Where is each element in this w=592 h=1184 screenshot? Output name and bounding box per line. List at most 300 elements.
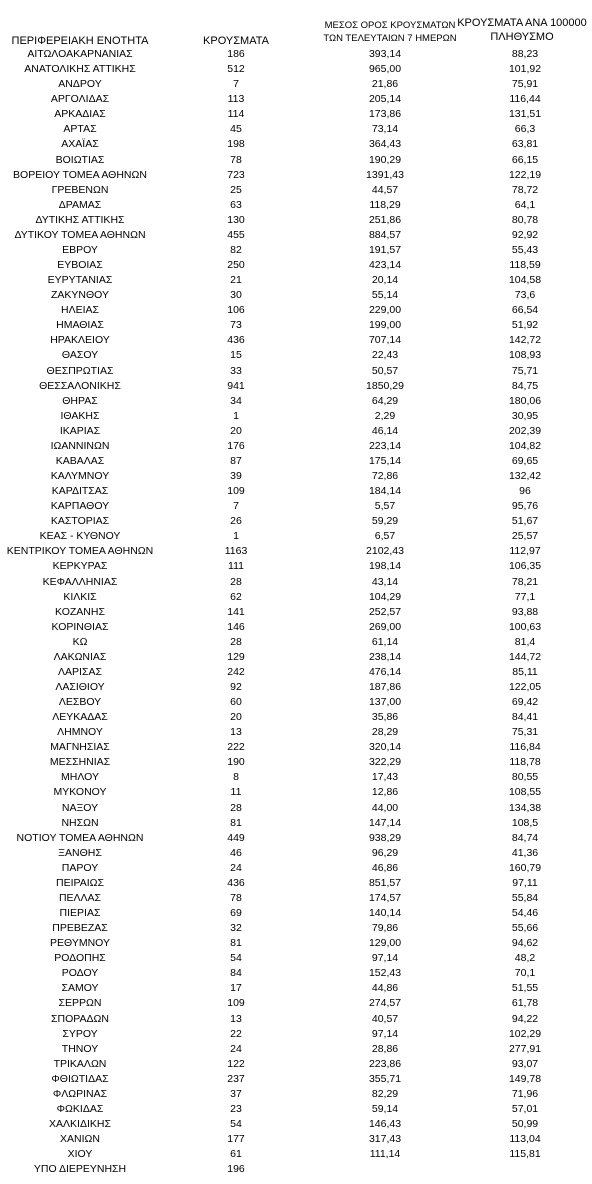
avg7-cell: 46,14 xyxy=(371,424,399,437)
avg7-cell: 252,57 xyxy=(368,605,402,618)
table-row xyxy=(0,529,592,544)
table-row xyxy=(0,1072,592,1087)
table-row xyxy=(0,770,592,785)
per100k-cell: 104,82 xyxy=(508,439,542,452)
per100k-cell: 25,57 xyxy=(511,530,539,543)
per100k-cell: 54,46 xyxy=(511,907,539,919)
table-row xyxy=(0,1132,592,1147)
table-row xyxy=(0,379,592,394)
cases-cell: 34 xyxy=(230,394,242,407)
table-row xyxy=(0,680,592,695)
avg7-cell: 59,14 xyxy=(371,1102,399,1115)
table-row xyxy=(0,785,592,800)
avg7-cell: 187,86 xyxy=(368,680,402,693)
table-row xyxy=(0,514,592,529)
region-cell: ΚΑΒΑΛΑΣ xyxy=(55,454,105,467)
avg7-cell: 190,29 xyxy=(368,153,402,166)
avg7-cell: 223,86 xyxy=(368,1057,402,1070)
per100k-cell: 118,59 xyxy=(509,259,541,271)
table-row xyxy=(0,620,592,635)
cases-cell: 22 xyxy=(230,1027,242,1040)
avg7-cell: 269,00 xyxy=(368,620,402,633)
region-cell: ΙΩΑΝΝΙΝΩΝ xyxy=(50,439,110,452)
cases-cell: 23 xyxy=(230,1102,242,1115)
region-cell: ΘΕΣΠΡΩΤΙΑΣ xyxy=(46,364,114,377)
per100k-cell: 94,22 xyxy=(511,1012,539,1025)
table-row xyxy=(0,861,592,876)
per100k-cell: 142,72 xyxy=(508,334,542,347)
avg7-cell: 423,14 xyxy=(368,259,402,271)
table-row xyxy=(0,318,592,333)
table-row xyxy=(0,695,592,710)
cases-cell: 73 xyxy=(230,319,242,332)
table-row xyxy=(0,816,592,831)
avg7-cell: 174,57 xyxy=(368,891,402,904)
region-cell: ΒΟΡΕΙΟΥ ΤΟΜΕΑ ΑΘΗΝΩΝ xyxy=(13,168,147,181)
per100k-cell: 112,97 xyxy=(509,545,541,558)
per100k-cell: 75,91 xyxy=(511,78,539,91)
table-row xyxy=(0,755,592,770)
cases-cell: 106 xyxy=(227,304,245,317)
region-cell: ΠΡΕΒΕΖΑΣ xyxy=(52,922,108,935)
region-cell: ΡΟΔΟΥ xyxy=(61,967,99,980)
region-cell: ΚΙΛΚΙΣ xyxy=(63,590,97,603)
table-row xyxy=(0,906,592,921)
cases-cell: 1 xyxy=(233,530,239,543)
table-row xyxy=(0,1102,592,1117)
region-cell: ΑΝΑΤΟΛΙΚΗΣ ΑΤΤΙΚΗΣ xyxy=(24,63,136,76)
table-row xyxy=(0,801,592,816)
table-row xyxy=(0,891,592,906)
table-row xyxy=(0,936,592,951)
cases-cell: 69 xyxy=(230,907,242,919)
avg7-cell: 137,00 xyxy=(368,696,402,708)
per100k-cell: 55,66 xyxy=(511,922,539,935)
region-cell: ΗΜΑΘΙΑΣ xyxy=(56,319,104,332)
table-row xyxy=(0,303,592,318)
avg7-cell: 476,14 xyxy=(368,665,402,678)
region-cell: ΜΥΚΟΝΟΥ xyxy=(53,786,107,799)
avg7-cell: 22,43 xyxy=(371,349,399,362)
cases-cell: 62 xyxy=(230,590,242,603)
table-row xyxy=(0,228,592,243)
table-row xyxy=(0,1027,592,1042)
per100k-cell: 85,11 xyxy=(512,665,538,678)
avg7-cell: 251,86 xyxy=(368,213,402,226)
region-cell: ΛΕΥΚΑΔΑΣ xyxy=(52,711,108,724)
cases-cell: 242 xyxy=(227,665,245,678)
region-cell: ΑΡΤΑΣ xyxy=(63,123,97,136)
per100k-cell: 30,95 xyxy=(511,409,539,422)
avg7-cell: 199,00 xyxy=(368,319,402,332)
cases-cell: 78 xyxy=(230,153,242,166)
avg7-cell: 17,43 xyxy=(371,771,399,784)
per100k-cell: 134,38 xyxy=(508,801,542,814)
region-cell: ΡΟΔΟΠΗΣ xyxy=(54,952,106,965)
avg7-cell: 173,86 xyxy=(368,108,402,121)
table-row xyxy=(0,424,592,439)
avg7-cell: 322,29 xyxy=(368,756,402,769)
cases-cell: 81 xyxy=(230,937,242,950)
table-row xyxy=(0,740,592,755)
avg7-cell: 184,14 xyxy=(368,485,402,497)
region-cell: ΧΑΛΚΙΔΙΚΗΣ xyxy=(49,1118,111,1130)
avg7-cell: 223,14 xyxy=(368,439,402,452)
table-row xyxy=(0,665,592,680)
table-row xyxy=(0,1147,592,1162)
region-cell: ΚΑΛΥΜΝΟΥ xyxy=(50,470,110,482)
avg7-cell: 146,43 xyxy=(368,1118,402,1130)
per100k-cell: 108,5 xyxy=(511,816,539,829)
table-row xyxy=(0,198,592,213)
table-row xyxy=(0,47,592,62)
region-cell: ΞΑΝΘΗΣ xyxy=(58,846,102,859)
avg7-cell: 1391,43 xyxy=(366,168,404,181)
table-row xyxy=(0,590,592,605)
region-cell: ΚΩ xyxy=(72,635,88,648)
header-cases: ΚΡΟΥΣΜΑΤΑ xyxy=(203,35,269,47)
cases-cell: 198 xyxy=(227,138,245,151)
region-cell: ΡΕΘΥΜΝΟΥ xyxy=(49,937,110,950)
table-row xyxy=(0,469,592,484)
avg7-cell: 79,86 xyxy=(371,922,399,935)
table-row xyxy=(0,213,592,228)
avg7-cell: 147,14 xyxy=(368,816,402,829)
region-cell: ΦΩΚΙΔΑΣ xyxy=(56,1102,104,1115)
avg7-cell: 40,57 xyxy=(371,1012,399,1025)
per100k-cell: 122,19 xyxy=(508,168,542,181)
avg7-cell: 111,14 xyxy=(369,1148,401,1161)
region-cell: ΚΑΡΔΙΤΣΑΣ xyxy=(51,485,109,497)
cases-cell: 122 xyxy=(227,1057,245,1070)
region-cell: ΕΥΡΥΤΑΝΙΑΣ xyxy=(47,274,113,287)
avg7-cell: 393,14 xyxy=(368,48,402,60)
table-row xyxy=(0,846,592,861)
per100k-cell: 106,35 xyxy=(508,560,542,573)
avg7-cell: 938,29 xyxy=(368,831,402,844)
avg7-cell: 851,57 xyxy=(368,876,402,889)
per100k-cell: 116,44 xyxy=(509,93,541,106)
avg7-cell: 104,29 xyxy=(368,590,402,603)
table-row xyxy=(0,364,592,379)
region-cell: ΠΙΕΡΙΑΣ xyxy=(59,907,101,919)
table-row xyxy=(0,710,592,725)
region-cell: ΚΟΡΙΝΘΙΑΣ xyxy=(51,620,109,633)
cases-cell: 61 xyxy=(230,1148,242,1161)
cases-cell: 84 xyxy=(230,967,242,980)
avg7-cell: 238,14 xyxy=(368,650,402,663)
region-cell: ΑΧΑΪΑΣ xyxy=(61,138,99,151)
per100k-cell: 50,99 xyxy=(511,1118,539,1130)
table-row xyxy=(0,981,592,996)
region-cell: ΔΥΤΙΚΗΣ ΑΤΤΙΚΗΣ xyxy=(35,213,125,226)
cases-cell: 13 xyxy=(230,726,242,739)
avg7-cell: 5,57 xyxy=(374,500,396,513)
region-cell: ΒΟΙΩΤΙΑΣ xyxy=(55,153,105,166)
region-cell: ΚΕΑΣ - ΚΥΘΝΟΥ xyxy=(39,530,121,543)
header-avg7-line1: ΜΕΣΟΣ ΟΡΟΣ ΚΡΟΥΣΜΑΤΩΝ xyxy=(324,20,456,31)
per100k-cell: 95,76 xyxy=(511,500,539,513)
region-cell: ΥΠΟ ΔΙΕΡΕΥΝΗΣΗ xyxy=(33,1163,127,1176)
region-cell: ΖΑΚΥΝΘΟΥ xyxy=(50,289,109,302)
table-row xyxy=(0,122,592,137)
avg7-cell: 152,43 xyxy=(368,967,402,980)
region-cell: ΘΕΣΣΑΛΟΝΙΚΗΣ xyxy=(39,379,121,392)
cases-cell: 109 xyxy=(227,997,245,1010)
cases-cell: 436 xyxy=(227,334,245,347)
per100k-cell: 92,92 xyxy=(511,228,539,241)
cases-cell: 24 xyxy=(230,1042,242,1055)
cases-cell: 15 xyxy=(230,349,242,362)
region-cell: ΙΘΑΚΗΣ xyxy=(60,409,100,422)
region-cell: ΠΑΡΟΥ xyxy=(61,861,99,874)
avg7-cell: 118,29 xyxy=(369,198,401,211)
table-row xyxy=(0,1087,592,1102)
avg7-cell: 317,43 xyxy=(368,1133,402,1145)
table-row xyxy=(0,1162,592,1177)
region-cell: ΗΛΕΙΑΣ xyxy=(60,304,99,317)
cases-cell: 8 xyxy=(233,771,239,784)
cases-cell: 63 xyxy=(230,198,242,211)
cases-cell: 28 xyxy=(230,635,242,648)
region-cell: ΕΥΒΟΙΑΣ xyxy=(57,259,103,271)
per100k-cell: 132,42 xyxy=(508,470,542,482)
cases-cell: 26 xyxy=(230,515,242,528)
region-cell: ΝΟΤΙΟΥ ΤΟΜΕΑ ΑΘΗΝΩΝ xyxy=(16,831,144,844)
cases-cell: 78 xyxy=(230,891,242,904)
region-cell: ΜΗΛΟΥ xyxy=(61,771,99,784)
region-cell: ΗΡΑΚΛΕΙΟΥ xyxy=(50,334,110,347)
avg7-cell: 20,14 xyxy=(371,274,399,287)
cases-cell: 24 xyxy=(230,861,242,874)
cases-cell: 28 xyxy=(230,575,242,588)
table-row xyxy=(0,454,592,469)
region-cell: ΤΡΙΚΑΛΩΝ xyxy=(53,1057,107,1070)
region-cell: ΑΝΔΡΟΥ xyxy=(58,78,102,91)
avg7-cell: 43,14 xyxy=(371,575,399,588)
region-cell: ΣΑΜΟΥ xyxy=(61,982,99,995)
per100k-cell: 180,06 xyxy=(508,394,542,407)
avg7-cell: 2,29 xyxy=(374,409,396,422)
avg7-cell: 6,57 xyxy=(374,530,396,543)
avg7-cell: 965,00 xyxy=(368,63,402,76)
cases-cell: 7 xyxy=(233,500,239,513)
per100k-cell: 78,72 xyxy=(511,183,539,196)
cases-cell: 81 xyxy=(230,816,242,829)
cases-cell: 250 xyxy=(227,259,245,271)
avg7-cell: 320,14 xyxy=(368,741,402,754)
per100k-cell: 55,84 xyxy=(511,891,539,904)
per100k-cell: 78,21 xyxy=(511,575,539,588)
avg7-cell: 96,29 xyxy=(371,846,399,859)
per100k-cell: 84,74 xyxy=(511,831,539,844)
per100k-cell: 102,29 xyxy=(508,1027,542,1040)
cases-cell: 20 xyxy=(230,424,242,437)
cases-cell: 28 xyxy=(230,801,242,814)
cases-cell: 146 xyxy=(227,620,245,633)
table-row xyxy=(0,544,592,559)
avg7-cell: 46,86 xyxy=(371,861,399,874)
avg7-cell: 28,29 xyxy=(371,726,399,739)
avg7-cell: 64,29 xyxy=(371,394,399,407)
region-cell: ΦΘΙΩΤΙΔΑΣ xyxy=(51,1072,109,1085)
table-row xyxy=(0,394,592,409)
avg7-cell: 12,86 xyxy=(371,786,399,799)
avg7-cell: 44,57 xyxy=(371,183,399,196)
avg7-cell: 35,86 xyxy=(371,711,399,724)
per100k-cell: 93,88 xyxy=(511,605,539,618)
cases-cell: 111 xyxy=(228,560,244,573)
per100k-cell: 80,55 xyxy=(511,771,539,784)
table-row xyxy=(0,258,592,273)
per100k-cell: 108,93 xyxy=(508,349,542,362)
per100k-cell: 149,78 xyxy=(508,1072,542,1085)
avg7-cell: 364,43 xyxy=(368,138,402,151)
region-cell: ΛΗΜΝΟΥ xyxy=(57,726,103,739)
table-row xyxy=(0,559,592,574)
per100k-cell: 277,91 xyxy=(508,1042,542,1055)
per100k-cell: 70,1 xyxy=(514,967,536,980)
per100k-cell: 81,4 xyxy=(514,635,536,648)
region-cell: ΚΕΝΤΡΙΚΟΥ ΤΟΜΕΑ ΑΘΗΝΩΝ xyxy=(6,545,154,558)
table-row xyxy=(0,605,592,620)
per100k-cell: 69,42 xyxy=(511,696,539,708)
region-cell: ΣΥΡΟΥ xyxy=(62,1027,98,1040)
table-row xyxy=(0,876,592,891)
region-cell: ΙΚΑΡΙΑΣ xyxy=(59,424,101,437)
avg7-cell: 229,00 xyxy=(368,304,402,317)
table-row xyxy=(0,168,592,183)
cases-cell: 186 xyxy=(227,48,245,60)
avg7-cell: 205,14 xyxy=(368,93,402,106)
per100k-cell: 51,55 xyxy=(511,982,539,995)
region-cell: ΑΡΓΟΛΙΔΑΣ xyxy=(50,93,110,106)
avg7-cell: 129,00 xyxy=(368,937,402,950)
cases-cell: 25 xyxy=(230,183,242,196)
table-row xyxy=(0,1012,592,1027)
per100k-cell: 96 xyxy=(519,485,531,497)
cases-cell: 196 xyxy=(227,1163,245,1176)
per100k-cell: 51,92 xyxy=(511,319,539,332)
per100k-cell: 66,3 xyxy=(514,123,536,136)
table-row xyxy=(0,575,592,590)
cases-cell: 54 xyxy=(230,952,242,965)
avg7-cell: 707,14 xyxy=(368,334,402,347)
per100k-cell: 71,96 xyxy=(511,1087,539,1100)
per100k-cell: 64,1 xyxy=(514,198,536,211)
per100k-cell: 97,11 xyxy=(512,876,538,889)
avg7-cell: 355,71 xyxy=(368,1072,402,1085)
cases-cell: 449 xyxy=(227,831,245,844)
avg7-cell: 61,14 xyxy=(371,635,399,648)
per100k-cell: 41,36 xyxy=(511,846,539,859)
header-region: ΠΕΡΙΦΕΡΕΙΑΚΗ ΕΝΟΤΗΤΑ xyxy=(11,35,149,47)
per100k-cell: 51,67 xyxy=(511,515,539,528)
cases-cell: 455 xyxy=(227,228,245,241)
per100k-cell: 84,75 xyxy=(511,379,539,392)
cases-cell: 33 xyxy=(230,364,242,377)
table-row xyxy=(0,921,592,936)
per100k-cell: 116,84 xyxy=(509,741,541,754)
cases-cell: 1163 xyxy=(224,545,248,558)
avg7-cell: 884,57 xyxy=(368,228,402,241)
cases-cell: 20 xyxy=(230,711,242,724)
avg7-cell: 50,57 xyxy=(371,364,399,377)
region-cell: ΦΛΩΡΙΝΑΣ xyxy=(52,1087,108,1100)
table-row xyxy=(0,409,592,424)
table-row xyxy=(0,996,592,1011)
cases-cell: 113 xyxy=(227,93,245,106)
per100k-cell: 104,58 xyxy=(508,274,542,287)
table-row xyxy=(0,831,592,846)
region-cell: ΝΗΣΩΝ xyxy=(61,816,99,829)
region-cell: ΓΡΕΒΕΝΩΝ xyxy=(51,183,109,196)
per100k-cell: 69,65 xyxy=(511,454,539,467)
region-cell: ΣΠΟΡΑΔΩΝ xyxy=(51,1012,109,1025)
table-row xyxy=(0,107,592,122)
header-per100k-line2: ΠΛΗΘΥΣΜΟ xyxy=(490,31,554,43)
per100k-cell: 57,01 xyxy=(511,1102,539,1115)
avg7-cell: 28,86 xyxy=(371,1042,399,1055)
cases-cell: 512 xyxy=(227,63,245,76)
avg7-cell: 72,86 xyxy=(371,470,399,482)
avg7-cell: 198,14 xyxy=(368,560,402,573)
per100k-cell: 88,23 xyxy=(511,48,539,60)
table-row xyxy=(0,1117,592,1132)
region-cell: ΜΕΣΣΗΝΙΑΣ xyxy=(49,756,111,769)
per100k-cell: 160,79 xyxy=(508,861,542,874)
cases-cell: 13 xyxy=(230,1012,242,1025)
per100k-cell: 55,43 xyxy=(511,243,539,256)
avg7-cell: 175,14 xyxy=(368,454,402,467)
per100k-cell: 75,71 xyxy=(511,364,539,377)
per100k-cell: 77,1 xyxy=(514,590,536,603)
per100k-cell: 66,15 xyxy=(511,153,539,166)
avg7-cell: 97,14 xyxy=(371,952,399,965)
table-row xyxy=(0,499,592,514)
region-cell: ΛΑΡΙΣΑΣ xyxy=(58,665,102,678)
cases-cell: 82 xyxy=(230,243,242,256)
per100k-cell: 101,92 xyxy=(508,63,542,76)
table-row xyxy=(0,137,592,152)
cases-cell: 130 xyxy=(227,213,245,226)
per100k-cell: 100,63 xyxy=(508,620,542,633)
avg7-cell: 274,57 xyxy=(368,997,402,1010)
table-row xyxy=(0,333,592,348)
cases-cell: 222 xyxy=(227,741,245,754)
cases-cell: 17 xyxy=(230,982,242,995)
per100k-cell: 73,6 xyxy=(514,289,536,302)
per100k-cell: 113,04 xyxy=(509,1133,541,1145)
region-cell: ΚΑΣΤΟΡΙΑΣ xyxy=(50,515,110,528)
cases-cell: 237 xyxy=(227,1072,245,1085)
region-cell: ΘΑΣΟΥ xyxy=(61,349,99,362)
table-row xyxy=(0,1057,592,1072)
per100k-cell: 131,51 xyxy=(508,108,542,121)
table-row xyxy=(0,288,592,303)
cases-cell: 941 xyxy=(227,379,245,392)
table-row xyxy=(0,966,592,981)
table-row xyxy=(0,183,592,198)
cases-cell: 92 xyxy=(230,680,242,693)
region-cell: ΑΙΤΩΛΟΑΚΑΡΝΑΝΙΑΣ xyxy=(27,48,133,60)
avg7-cell: 55,14 xyxy=(371,289,399,302)
table-row xyxy=(0,92,592,107)
cases-cell: 60 xyxy=(230,696,242,708)
avg7-cell: 1850,29 xyxy=(366,379,404,392)
per100k-cell: 66,54 xyxy=(511,304,539,317)
cases-cell: 129 xyxy=(227,650,245,663)
